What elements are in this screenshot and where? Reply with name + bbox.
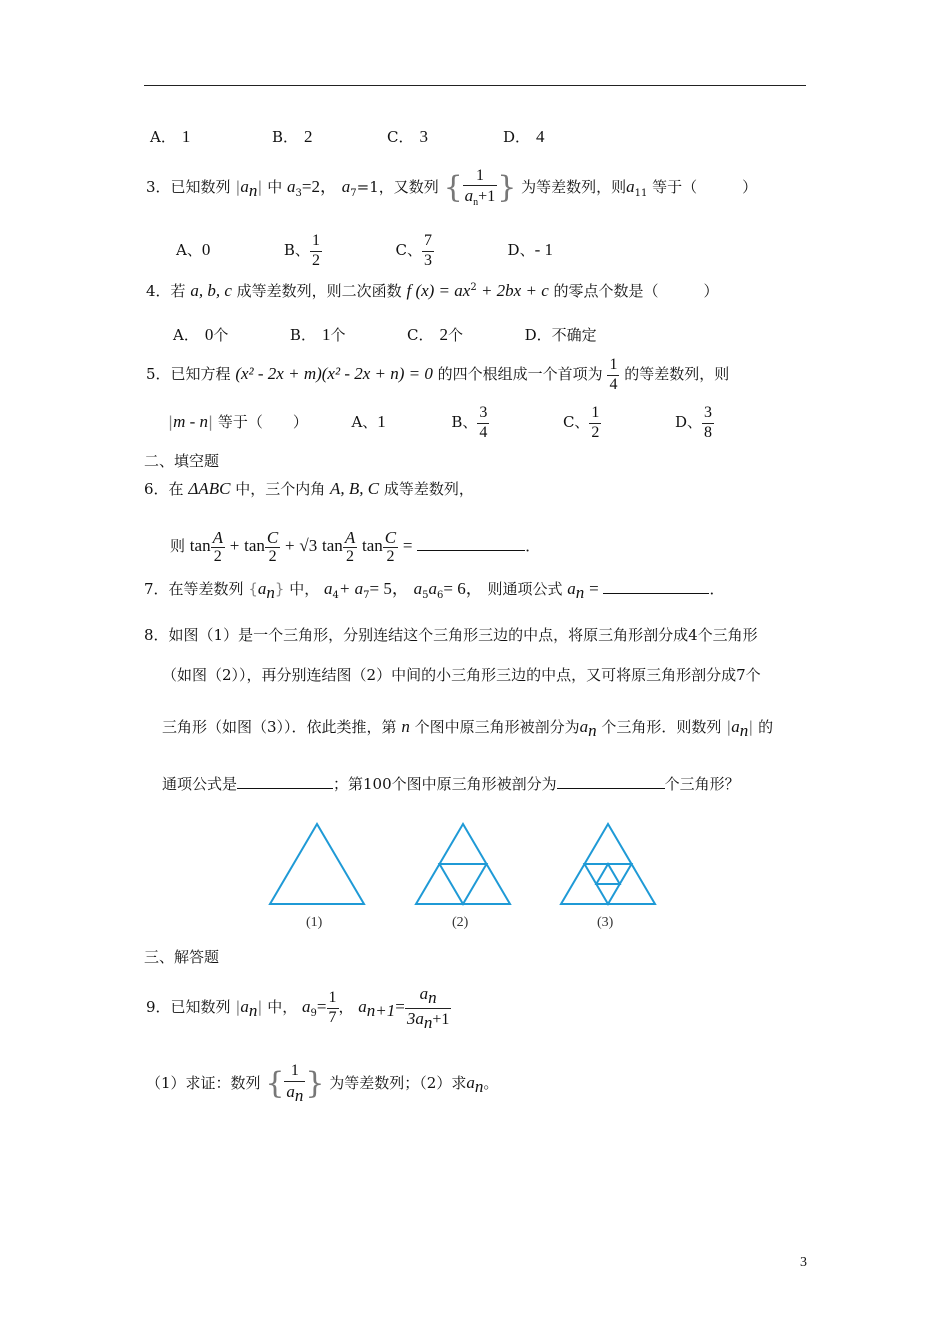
q9-stem: 9．已知数列 $|a_n|$ 中， $a_9=$ $\frac{1}{7}$ ， $a_{n+1}=$ $\frac{a_n}{3a_n+1}$ — [146, 983, 450, 1032]
q2-option-b: B． 2 — [272, 127, 313, 146]
q3-option-c: C、 $\frac{7}{3}$ — [395, 232, 432, 269]
section-fill-in: 二、填空题 — [144, 452, 220, 470]
q4-option-d: D．不确定 — [524, 326, 597, 344]
fig2-mid-triangle — [440, 864, 487, 904]
q5-line2: |m - n| 等于（ ） A、1 B、 $\frac{3}{4}$ C、 $\frac{1}{2}$ D、 $\frac{3}{8}$ — [168, 404, 713, 441]
figure-1-caption: (1) — [306, 915, 323, 930]
q8-line2: （如图（2）），再分别连结图（2）中间的小三角形三边的中点，又可将原三角形剖分成7个 — [162, 666, 761, 684]
q5-option-d: D、 $\frac{3}{8}$ — [674, 404, 713, 441]
q4-option-c: C． 2个 — [407, 325, 464, 344]
q2-option-c: C． 3 — [387, 127, 428, 146]
q6-stem: 6．在 ΔABC 中，三个内角 A, B, C 成等差数列， — [144, 479, 474, 498]
q9-parts: （1）求证：数列 { $\frac{1}{a_n}$ } 为等差数列；（2）求$a_n$。 — [146, 1062, 499, 1106]
q6-expression: 则 tan $\frac{A}{2}$ + tan $\frac{C}{2}$ + √3 tan $\frac{A}{2}$ tan $\frac{C}{2}$ = ． — [170, 527, 541, 566]
q8-line1: 8．如图（1）是一个三角形，分别连结这个三角形三边的中点，将原三角形剖分成4个三角形 — [144, 626, 758, 644]
q3-options — [176, 230, 553, 270]
section-solve: 三、解答题 — [144, 948, 220, 966]
q7-answer-blank[interactable] — [603, 592, 709, 594]
q5-option-a: A、1 — [351, 412, 386, 431]
figure-1-triangle — [262, 818, 372, 910]
q8-count-blank[interactable] — [557, 787, 665, 789]
q5-stem: 5．已知方程 (x² - 2x + m)(x² - 2x + n) = 0 的四个根组成一个首项为 $\frac{1}{4}$ 的等差数列，则 — [146, 356, 730, 393]
q3-option-a: A、0 — [176, 240, 211, 259]
q3-fraction: $\frac{1}{a_n+1}$ — [464, 166, 496, 209]
q4-stem: 4．若 a, b, c 成等差数列，则二次函数 f $(x) = ax^2 + 2bx + c$ 的零点个数是（ ） — [146, 281, 719, 300]
q5-option-c: C、 $\frac{1}{2}$ — [562, 404, 600, 441]
q2-option-a: A． 1 — [150, 127, 191, 146]
q5-option-b: B、 $\frac{3}{4}$ — [451, 404, 488, 441]
header-rule — [144, 85, 806, 86]
q6-answer-blank[interactable] — [417, 549, 525, 551]
q4-options — [173, 326, 597, 343]
q3-option-b: B、 $\frac{1}{2}$ — [283, 232, 320, 269]
q2-option-d: D． 4 — [503, 127, 545, 146]
q8-formula-blank[interactable] — [237, 787, 333, 789]
q8-line3: 三角形（如图（3））．依此类推，第 n 个图中原三角形被剖分为$a_n$ 个三角形．则数列 $|a_n|$ 的 — [162, 717, 774, 740]
fig1-outer-triangle — [270, 824, 364, 904]
q4-option-a: A． 0个 — [173, 325, 229, 344]
q3-option-d: D、- 1 — [507, 240, 553, 259]
page-number: 3 — [800, 1255, 807, 1270]
q8-line4: 通项公式是 ；第100个图中原三角形被剖分为 个三角形？ — [162, 775, 740, 793]
figure-3-triangle — [553, 818, 663, 910]
figure-3-caption: (3) — [597, 915, 614, 930]
q4-option-b: B． 1个 — [289, 325, 346, 344]
figure-2-caption: (2) — [452, 915, 469, 930]
q3-stem: 3．已知数列 $|a_n|$ 中 $a_3=2$， $a_7=1$，又数列 { $\frac{1}{a_n+1}$ } 为等差数列，则$a_{11}$ 等于（ ） — [146, 166, 758, 209]
q7-stem: 7．在等差数列 $\{a_n\}$ 中， $a_4+ a_7= 5$， $a_5a_6= 6$， 则通项公式 $a_n$ = ． — [144, 579, 725, 602]
figure-2-triangle — [408, 818, 518, 910]
fig3-inner-triangle — [596, 864, 620, 884]
